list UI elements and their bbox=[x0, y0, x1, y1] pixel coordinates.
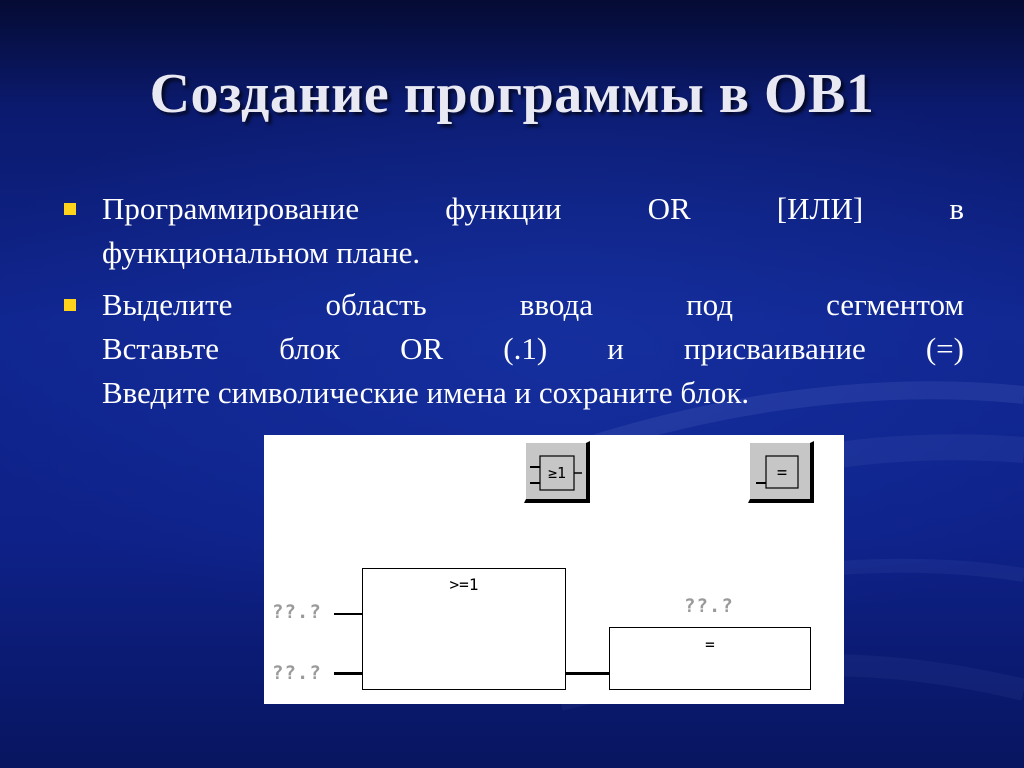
or-input-1-wire bbox=[334, 613, 362, 615]
bullet-list bbox=[60, 187, 964, 423]
slide-title: Создание программы в OB1 bbox=[149, 63, 875, 125]
or-input-2-address[interactable]: ??.? bbox=[272, 662, 322, 684]
or-icon-label: ≥1 bbox=[547, 464, 567, 482]
assign-block-label: = bbox=[705, 635, 715, 654]
bullet-line: Введите символические имена и сохраните блок. bbox=[102, 375, 750, 410]
fbd-editor-panel bbox=[264, 435, 844, 704]
or-box-icon bbox=[526, 443, 588, 501]
or-input-1-address[interactable]: ??.? bbox=[272, 601, 322, 623]
bullet-line: Программирование функции OR [ИЛИ] в bbox=[102, 191, 964, 226]
assign-block-button[interactable] bbox=[748, 441, 814, 503]
or-block-label: >=1 bbox=[449, 575, 479, 594]
bullet-item bbox=[60, 187, 964, 275]
bullet-line: Выделите область ввода под сегментом bbox=[102, 287, 964, 322]
bullet-marker-icon bbox=[64, 203, 76, 215]
connection-wire bbox=[566, 672, 609, 675]
assign-icon-label: = bbox=[776, 463, 788, 483]
or-input-2-wire bbox=[334, 672, 362, 675]
bullet-text bbox=[102, 283, 964, 415]
assign-output-address[interactable]: ??.? bbox=[684, 595, 734, 617]
or-block-button[interactable] bbox=[524, 441, 590, 503]
bullet-text bbox=[102, 187, 964, 275]
bullet-item bbox=[60, 283, 964, 415]
bullet-marker-icon bbox=[64, 299, 76, 311]
bullet-line: функциональном плане. bbox=[102, 235, 421, 270]
assign-box-icon bbox=[750, 443, 812, 501]
bullet-line: Вставьте блок OR (.1) и присваивание (=) bbox=[102, 331, 964, 366]
